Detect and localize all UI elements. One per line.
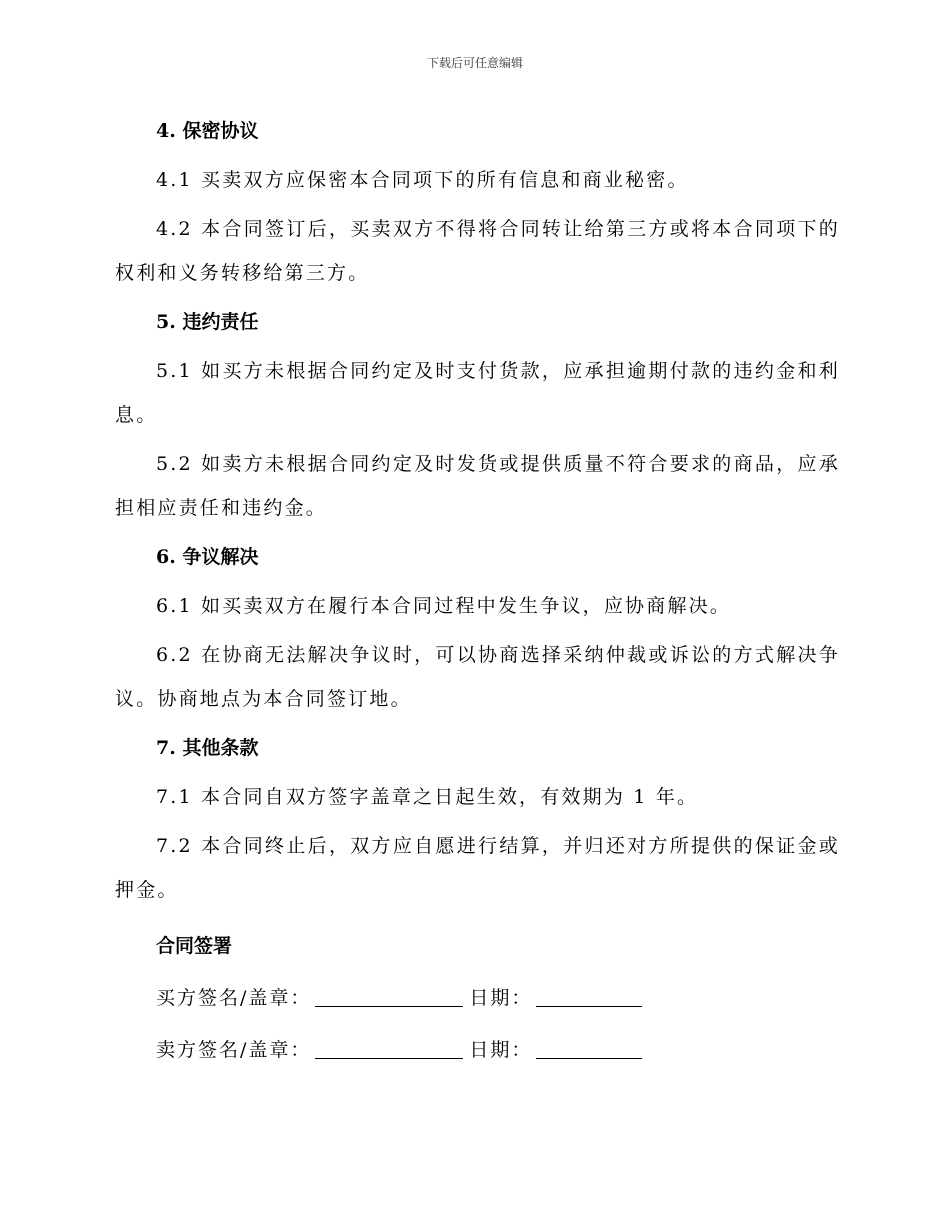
buyer-date-blank[interactable] [536,986,642,1007]
clause-4-1: 4.1 买卖双方应保密本合同项下的所有信息和商业秘密。 [156,169,689,191]
clause-6-1: 6.1 如买卖双方在履行本合同过程中发生争议，应协商解决。 [156,595,732,617]
section-heading-confidentiality: 4. 保密协议 [156,120,259,142]
buyer-signature-blank[interactable] [315,986,463,1007]
section-heading-breach: 5. 违约责任 [156,311,259,333]
page-header-note: 下载后可任意编辑 [426,56,523,70]
seller-date-label: 日期： [469,1039,533,1061]
buyer-date-label: 日期： [469,987,533,1009]
document-body [115,109,840,1072]
clause-7-2: 7.2 本合同终止后，双方应自愿进行结算，并归还对方所提供的保证金或押金。 [115,835,840,901]
clause-7-1: 7.1 本合同自双方签字盖章之日起生效，有效期为 1 年。 [156,786,699,808]
clause-6-2: 6.2 在协商无法解决争议时，可以协商选择采纳仲裁或诉讼的方式解决争议。协商地点为本合同签订地。 [115,644,840,710]
clause-5-1: 5.1 如买方未根据合同约定及时支付货款，应承担逾期付款的违约金和利息。 [115,360,840,426]
buyer-signature-row [115,976,840,1020]
section-heading-dispute: 6. 争议解决 [156,546,259,568]
clause-5-2: 5.2 如卖方未根据合同约定及时发货或提供质量不符合要求的商品，应承担相应责任和违约金。 [115,453,840,519]
section-heading-other-terms: 7. 其他条款 [156,737,259,759]
seller-signature-label: 卖方签名/盖章： [156,1039,312,1061]
clause-4-2: 4.2 本合同签订后，买卖双方不得将合同转让给第三方或将本合同项下的权利和义务转移给第三方。 [115,218,840,284]
seller-signature-blank[interactable] [315,1038,463,1059]
seller-signature-row [115,1028,840,1072]
seller-date-blank[interactable] [536,1038,642,1059]
signing-heading: 合同签署 [156,935,233,957]
buyer-signature-label: 买方签名/盖章： [156,987,312,1009]
